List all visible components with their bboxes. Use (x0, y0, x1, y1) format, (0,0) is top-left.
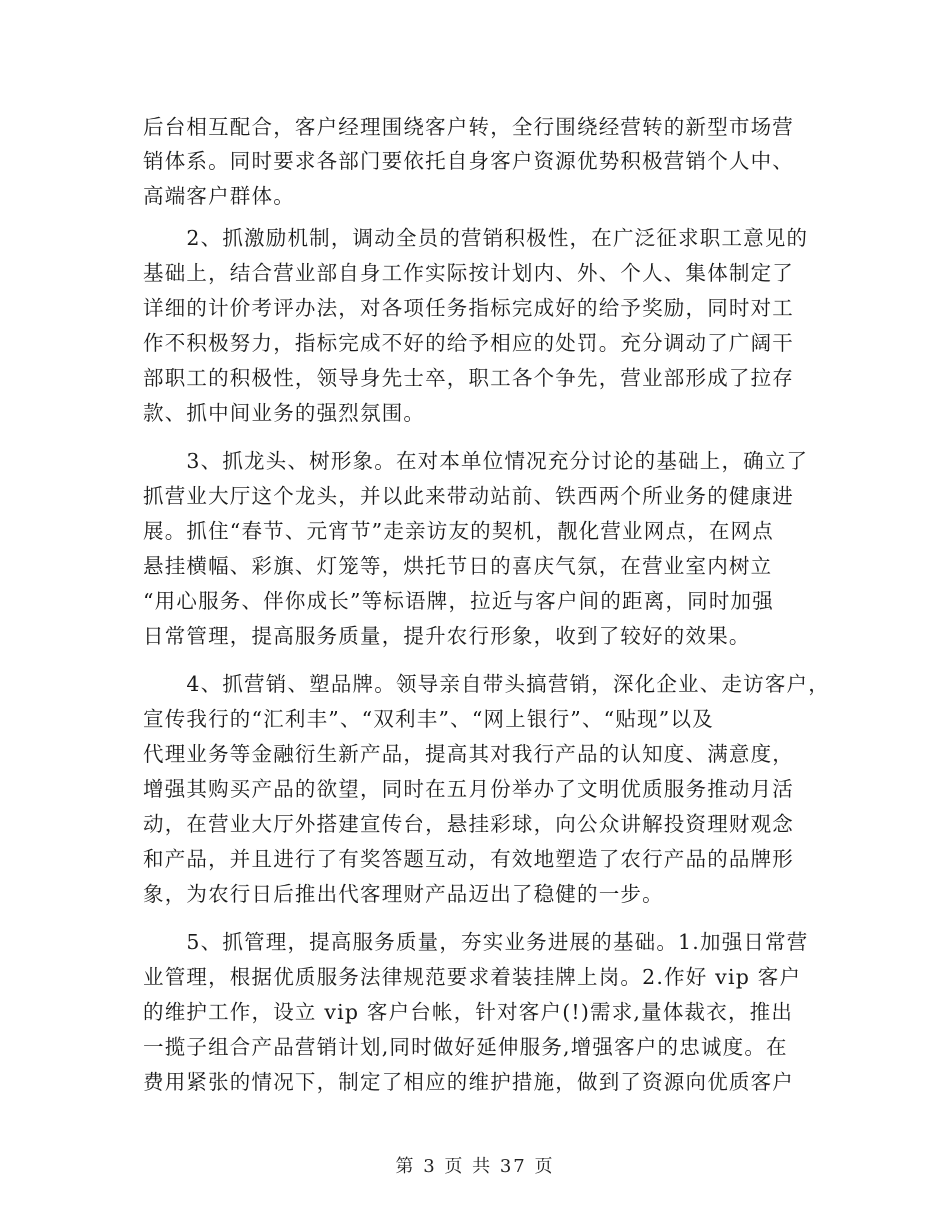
text-line: 日常管理，提高服务质量，提升农行形象，收到了较好的效果。 (143, 624, 751, 648)
text-line: 一揽子组合产品营销计划,同时做好延伸服务,增强客户的忠诚度。在 (143, 1035, 788, 1059)
text-line: 作不积极努力，指标完成不好的给予相应的处罚。充分调动了广阔干 (143, 331, 794, 355)
text-line: 销体系。同时要求各部门要依托自身客户资源优势积极营销个人中、 (143, 149, 794, 173)
text-line: 费用紧张的情况下，制定了相应的维护措施，做到了资源向优质客户 (143, 1070, 794, 1094)
text-line: 业管理，根据优质服务法律规范要求着装挂牌上岗。2.作好 vip 客户 (143, 965, 802, 989)
text-line: 4、抓营销、塑品牌。领导亲自带头搞营销，深化企业、走访客户， (143, 672, 830, 696)
text-line: 5、抓管理，提高服务质量，夯实业务进展的基础。1.加强日常营 (143, 930, 809, 954)
text-line: 宣传我行的“汇利丰”、“双利丰”、“网上银行”、“贴现”以及 (143, 707, 714, 731)
text-line: 增强其购买产品的欲望，同时在五月份举办了文明优质服务推动月活 (143, 777, 794, 801)
text-line: 后台相互配合，客户经理围绕客户转，全行围绕经营转的新型市场营 (143, 115, 794, 139)
text-line: 悬挂横幅、彩旗、灯笼等，烘托节日的喜庆气氛，在营业室内树立 (143, 554, 773, 578)
text-line: 3、抓龙头、树形象。在对本单位情况充分讨论的基础上，确立了 (143, 449, 809, 473)
text-line: 动，在营业大厅外搭建宣传台，悬挂彩球，向公众讲解投资理财观念 (143, 812, 794, 836)
text-line: 款、抓中间业务的强烈氛围。 (143, 401, 426, 425)
text-line: 的维护工作，设立 vip 客户台帐，针对客户(!)需求,量体裁衣，推出 (143, 1000, 794, 1024)
page-number-footer: 第 3 页 共 37 页 (395, 1156, 555, 1177)
text-line: 详细的计价考评办法，对各项任务指标完成好的给予奖励，同时对工 (143, 296, 794, 320)
text-line: 高端客户群体。 (143, 184, 295, 208)
text-line: 和产品，并且进行了有奖答题互动，有效地塑造了农行产品的品牌形 (143, 847, 794, 871)
text-line: 象，为农行日后推出代客理财产品迈出了稳健的一步。 (143, 882, 664, 906)
text-line: 基础上，结合营业部自身工作实际按计划内、外、个人、集体制定了 (143, 261, 794, 285)
text-line: “用心服务、伴你成长”等标语牌，拉近与客户间的距离，同时加强 (143, 589, 774, 613)
text-line: 部职工的积极性，领导身先士卒，职工各个争先，营业部形成了拉存 (143, 366, 794, 390)
text-line: 2、抓激励机制，调动全员的营销积极性，在广泛征求职工意见的 (143, 226, 809, 250)
text-line: 代理业务等金融衍生新产品，提高其对我行产品的认知度、满意度， (143, 742, 794, 766)
text-line: 展。抓住“春节、元宵节”走亲访友的契机，靓化营业网点，在网点 (143, 519, 774, 543)
text-line: 抓营业大厅这个龙头，并以此来带动站前、铁西两个所业务的健康进 (143, 484, 794, 508)
